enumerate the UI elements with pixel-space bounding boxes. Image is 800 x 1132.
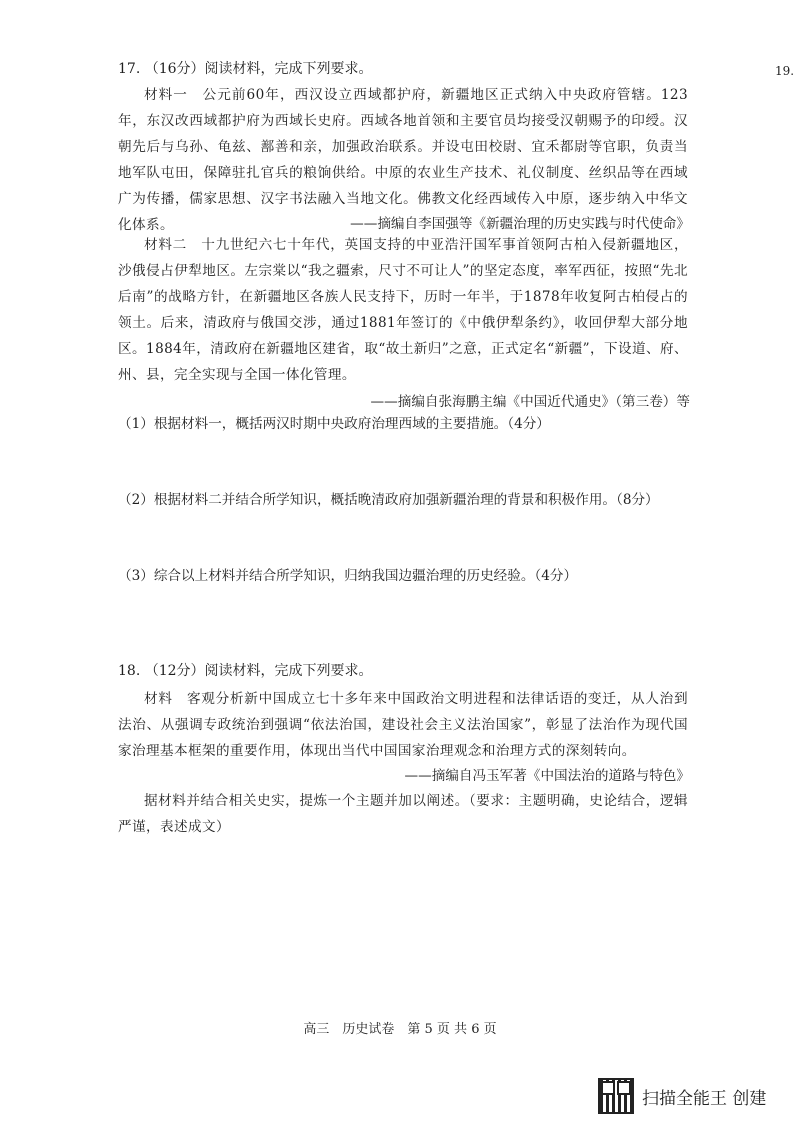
- question-17-source-1: ——摘编自李国强等《新疆治理的历史实践与时代使命》: [350, 216, 690, 232]
- question-18-source: ——摘编自冯玉军著《中国法治的道路与特色》: [404, 768, 690, 784]
- question-18-prompt: 据材料并结合相关史实，提炼一个主题并加以阐述。（要求：主题明确，史论结合，逻辑严谨，表述成文）: [118, 793, 688, 835]
- scanner-watermark: [598, 1078, 766, 1114]
- page-side-number: 19.: [775, 64, 795, 78]
- qr-code-icon: [598, 1078, 634, 1114]
- question-17-subquestion-3: （3）综合以上材料并结合所学知识，归纳我国边疆治理的历史经验。（4分）: [118, 568, 578, 584]
- watermark-text: 扫描全能王 创建: [642, 1088, 767, 1109]
- page-footer: 高三 历史试卷 第 5 页 共 6 页: [303, 1022, 497, 1037]
- question-17-subquestion-1: （1）根据材料一，概括两汉时期中央政府治理西域的主要措施。（4分）: [118, 416, 550, 432]
- question-18-header: 18. （12分）阅读材料，完成下列要求。: [118, 663, 373, 679]
- question-17-header: 17. （16分）阅读材料，完成下列要求。: [118, 61, 373, 77]
- question-17-material-1: 材料一 公元前60年，西汉设立西域都护府，新疆地区正式纳入中央政府管辖。123年，东汉改西域都护府为西域长史府。西域各地首领和主要官员均接受汉朝赐予的印绶。汉朝先后与乌孙、龟兹、鄯善和亲，加强政治联系。并设屯田校尉、宜禾都尉等官职，负责当地军队屯田，保障驻扎官兵的粮饷供给。中原的农业生产技术、礼仪制度、丝织品等在西域广为传播，儒家思想、汉字书法融入当地文化。佛教文化经西域传入中原，逐步纳入中华文化体系。: [118, 87, 688, 233]
- question-17-source-2: ——摘编自张海鹏主编《中国近代通史》（第三卷）等: [370, 394, 690, 410]
- question-17-subquestion-2: （2）根据材料二并结合所学知识，概括晚清政府加强新疆治理的背景和积极作用。（8分）: [118, 492, 659, 508]
- question-18-material: 材料 客观分析新中国成立七十多年来中国政治文明进程和法律话语的变迁，从人治到法治、从强调专政统治到强调“依法治国，建设社会主义法治国家”，彰显了法治作为现代国家治理基本框架的重要作用，体现出当代中国国家治理观念和治理方式的深刻转向。: [118, 691, 688, 759]
- question-17-material-2: 材料二 十九世纪六七十年代，英国支持的中亚浩汗国军事首领阿古柏入侵新疆地区，沙俄侵占伊犁地区。左宗棠以“我之疆索，尺寸不可让人”的坚定态度，率军西征，按照“先北后南”的战略方针，在新疆地区各族人民支持下，历时一年半，于1878年收复阿古柏侵占的领土。后来，清政府与俄国交涉，通过1881年签订的《中俄伊犁条约》，收回伊犁大部分地区。1884年，清政府在新疆地区建省，取“故土新归”之意，正式定名“新疆”，下设道、府、州、县，完全实现与全国一体化管理。: [118, 237, 688, 383]
